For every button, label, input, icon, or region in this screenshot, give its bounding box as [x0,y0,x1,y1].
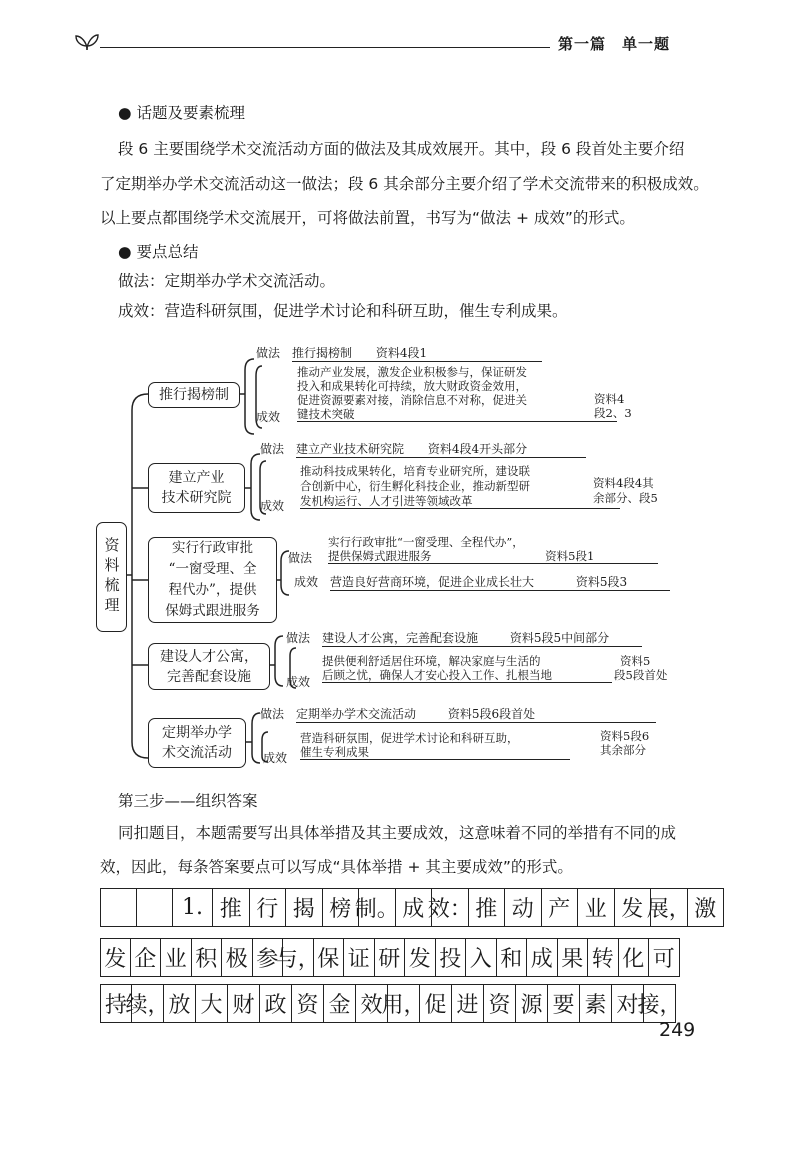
branch1-effect-source-2: 段2、3 [594,406,632,420]
branch1-method [292,344,542,362]
branch4-effect-source-2: 段5段首处 [614,668,668,682]
root-label: 资料梳理 [102,537,121,617]
branch4-method-label: 做法 [286,631,311,645]
answer-grid-cell: 发 [615,888,652,927]
branch1-effect-line-3: 促进资源要素对接，消除信息不对称，促进关 [297,393,527,407]
answer-grid-cell: 果 [558,938,589,977]
branch2-effect-line-2: 合创新中心，衍生孵化科技企业，推动新型研 [300,479,530,493]
branch3-method-source: 资料5段1 [545,549,595,563]
paragraph-line-1: 段 6 主要围绕学术交流活动方面的做法及其成效展开。其中，段 6 段首处主要介绍 [118,140,685,158]
branch2-effect-source-1: 资料4段4其 [593,476,654,490]
answer-grid-cell: 推 [469,888,506,927]
answer-grid-cell: 用， [388,984,420,1023]
summary-heading-text: 要点总结 [136,243,199,261]
answer-grid-cell: 参 [253,938,284,977]
answer-grid-cell: 榜 [323,888,360,927]
branch5-title-line-2: 术交流活动 [162,745,232,761]
chapter-title: 第一篇 单一题 [558,35,671,53]
answer-grid-cell: 持 [100,984,132,1023]
answer-grid-cell: 效： [432,888,469,927]
branch2-effect-source-2: 余部分、段5 [593,491,658,505]
branch2-title-line-2: 技术研究院 [161,490,232,506]
branch5-effect-source-1: 资料5段6 [600,729,650,743]
answer-grid-cell: 激 [688,888,725,927]
branch2-method-label: 做法 [260,442,285,456]
answer-grid-cell: 研 [375,938,406,977]
branch1-effect-line-2: 投入和成果转化可持续，放大财政资金效用， [297,379,527,393]
answer-grid-cell [100,888,137,927]
step3-line-1: 同扣题目，本题需要写出具体举措及其主要成效，这意味着不同的举措有不同的成 [118,824,677,842]
answer-grid-cell: 1. [173,888,213,927]
branch3-title-line-4: 保姆式跟进服务 [165,603,260,619]
answer-grid-cell: 投 [436,938,467,977]
paragraph-line-3: 以上要点都围绕学术交流展开，可将做法前置，书写为“做法 + 成效”的形式。 [100,209,635,227]
answer-grid-cell: 接， [644,984,676,1023]
answer-grid-cell: 放 [164,984,196,1023]
answer-grid-cell: 财 [228,984,260,1023]
answer-grid-cell: 产 [542,888,579,927]
branch3-method-text: 提供保姆式跟进服务 [328,549,432,563]
answer-grid-cell: 揭 [286,888,323,927]
branch1-effect-line-1: 推动产业发展，激发企业积极参与，保证研发 [297,365,527,379]
answer-grid-cell: 行 [250,888,287,927]
section-heading-summary: ● 要点总结 [118,243,199,261]
branch3-title-line-2: “一窗受理、全 [168,561,257,577]
answer-grid-cell: 资 [292,984,324,1023]
answer-grid-cell: 对 [612,984,644,1023]
branch1-method-text: 推行揭榜制 [292,346,353,360]
branch5-effect-label: 成效 [263,751,288,765]
answer-grid-cell: 大 [196,984,228,1023]
branch4-effect-line-1: 提供便利舒适居住环境，解决家庭与生活的 [322,654,541,668]
branch2-title-line-1: 建立产业 [168,470,225,486]
branch4-method [322,629,642,647]
answer-grid-cell: 与， [283,938,314,977]
branch4-method-text: 建设人才公寓，完善配套设施 [322,631,479,645]
branch4-title-line-1: 建设人才公寓， [160,648,258,665]
branch4-effect-source-1: 资料5 [620,654,651,668]
summary-effect: 成效：营造科研氛围，促进学术讨论和科研互助，催生专利成果。 [118,302,568,320]
answer-grid-cell: 入 [466,938,497,977]
answer-grid-cell: 源 [516,984,548,1023]
branch5-effect-source-2: 其余部分 [600,743,646,757]
branch4-effect-line-2: 后顾之忧，确保人才安心投入工作、扎根当地 [322,669,612,683]
branch3-title-line-1: 实行行政审批 [172,540,253,556]
branch5-method [296,705,656,723]
answer-grid-cell: 素 [580,984,612,1023]
branch-box-3 [148,537,277,623]
branch4-title-line-2: 完善配套设施 [167,668,251,685]
answer-grid-cell: 续， [132,984,164,1023]
branch4-method-source: 资料5段5中间部分 [509,631,610,645]
answer-grid-cell: 金 [324,984,356,1023]
branch2-method-source: 资料4段4开头部分 [427,442,528,456]
answer-grid-cell: 积 [192,938,223,977]
answer-grid-cell: 成 [527,938,558,977]
branch3-effect-label: 成效 [294,575,319,589]
branch2-effect-label: 成效 [260,499,285,513]
answer-grid-row [100,938,680,977]
branch-box-1: 推行揭榜制 [148,382,240,408]
branch3-method-line-2 [328,550,658,564]
branch5-effect-line-1: 营造科研氛围，促进学术讨论和科研互助， [300,731,519,745]
branch5-title-line-1: 定期举办学 [162,725,232,741]
branch-box-2 [148,463,245,513]
paragraph-line-2: 了定期举办学术交流活动这一做法；段 6 其余部分主要介绍了学术交流带来的积极成效。 [100,175,709,193]
answer-grid-cell: 要 [548,984,580,1023]
answer-grid-cell: 发 [100,938,131,977]
branch1-method-label: 做法 [256,346,281,360]
branch3-effect [330,573,670,591]
branch1-effect-label: 成效 [256,410,281,424]
branch3-method-label: 做法 [288,551,313,565]
answer-grid-cell: 企 [131,938,162,977]
branch2-method-text: 建立产业技术研究院 [296,442,405,456]
answer-grid-cell: 政 [260,984,292,1023]
branch1-effect-source-1: 资料4 [594,392,625,406]
answer-grid-cell: 业 [161,938,192,977]
step3-heading: 第三步——组织答案 [118,792,258,810]
branch-box-4 [148,643,270,690]
section-heading-topic: ● 话题及要素梳理 [118,104,245,122]
branch3-effect-source: 资料5段3 [575,575,628,589]
answer-grid-cell: 推 [213,888,250,927]
answer-grid-cell: 展， [651,888,688,927]
answer-grid-cell: 可 [649,938,680,977]
answer-grid-cell: 证 [344,938,375,977]
branch5-method-text: 定期举办学术交流活动 [296,707,417,721]
branch3-effect-text: 营造良好营商环境，促进企业成长壮大 [330,575,535,589]
answer-grid-cell: 发 [405,938,436,977]
branch2-effect-line-3: 发机构运行、人才引进等领域改革 [300,495,620,509]
branch5-method-source: 资料5段6段首处 [447,707,536,721]
answer-grid-cell: 转 [588,938,619,977]
mindmap-root [96,522,127,632]
answer-grid-cell: 和 [497,938,528,977]
answer-grid-cell: 成 [396,888,433,927]
answer-grid-cell: 资 [484,984,516,1023]
answer-grid-cell [137,888,174,927]
summary-method: 做法：定期举办学术交流活动。 [118,272,336,290]
branch1-method-source: 资料4段1 [375,346,428,360]
branch1-effect-line-4: 键技术突破 [297,408,617,422]
page-number: 249 [659,1019,696,1041]
answer-grid-cell: 进 [452,984,484,1023]
answer-grid-cell: 动 [505,888,542,927]
answer-grid-cell: 保 [314,938,345,977]
answer-grid-cell: 极 [222,938,253,977]
answer-grid-cell: 化 [619,938,650,977]
branch5-effect-line-2: 催生专利成果 [300,746,570,760]
answer-grid-cell: 效 [356,984,388,1023]
step3-line-2: 效，因此，每条答案要点可以写成“具体举措 + 其主要成效”的形式。 [100,858,573,876]
answer-grid-cell: 促 [420,984,452,1023]
answer-grid-row [100,984,682,1023]
branch-box-5 [148,718,246,768]
branch4-effect-label: 成效 [286,675,311,689]
branch3-title-line-3: 程代办”，提供 [168,582,257,598]
branch2-effect-line-1: 推动科技成果转化，培育专业研究所，建设联 [300,464,530,478]
answer-grid-row [100,888,724,927]
topic-heading-text: 话题及要素梳理 [136,104,245,122]
answer-grid-cell: 业 [578,888,615,927]
branch3-method-line-1: 实行行政审批“一窗受理、全程代办”， [328,535,524,549]
answer-grid-cell: 制。 [359,888,396,927]
branch2-method [296,440,586,458]
branch5-method-label: 做法 [260,707,285,721]
